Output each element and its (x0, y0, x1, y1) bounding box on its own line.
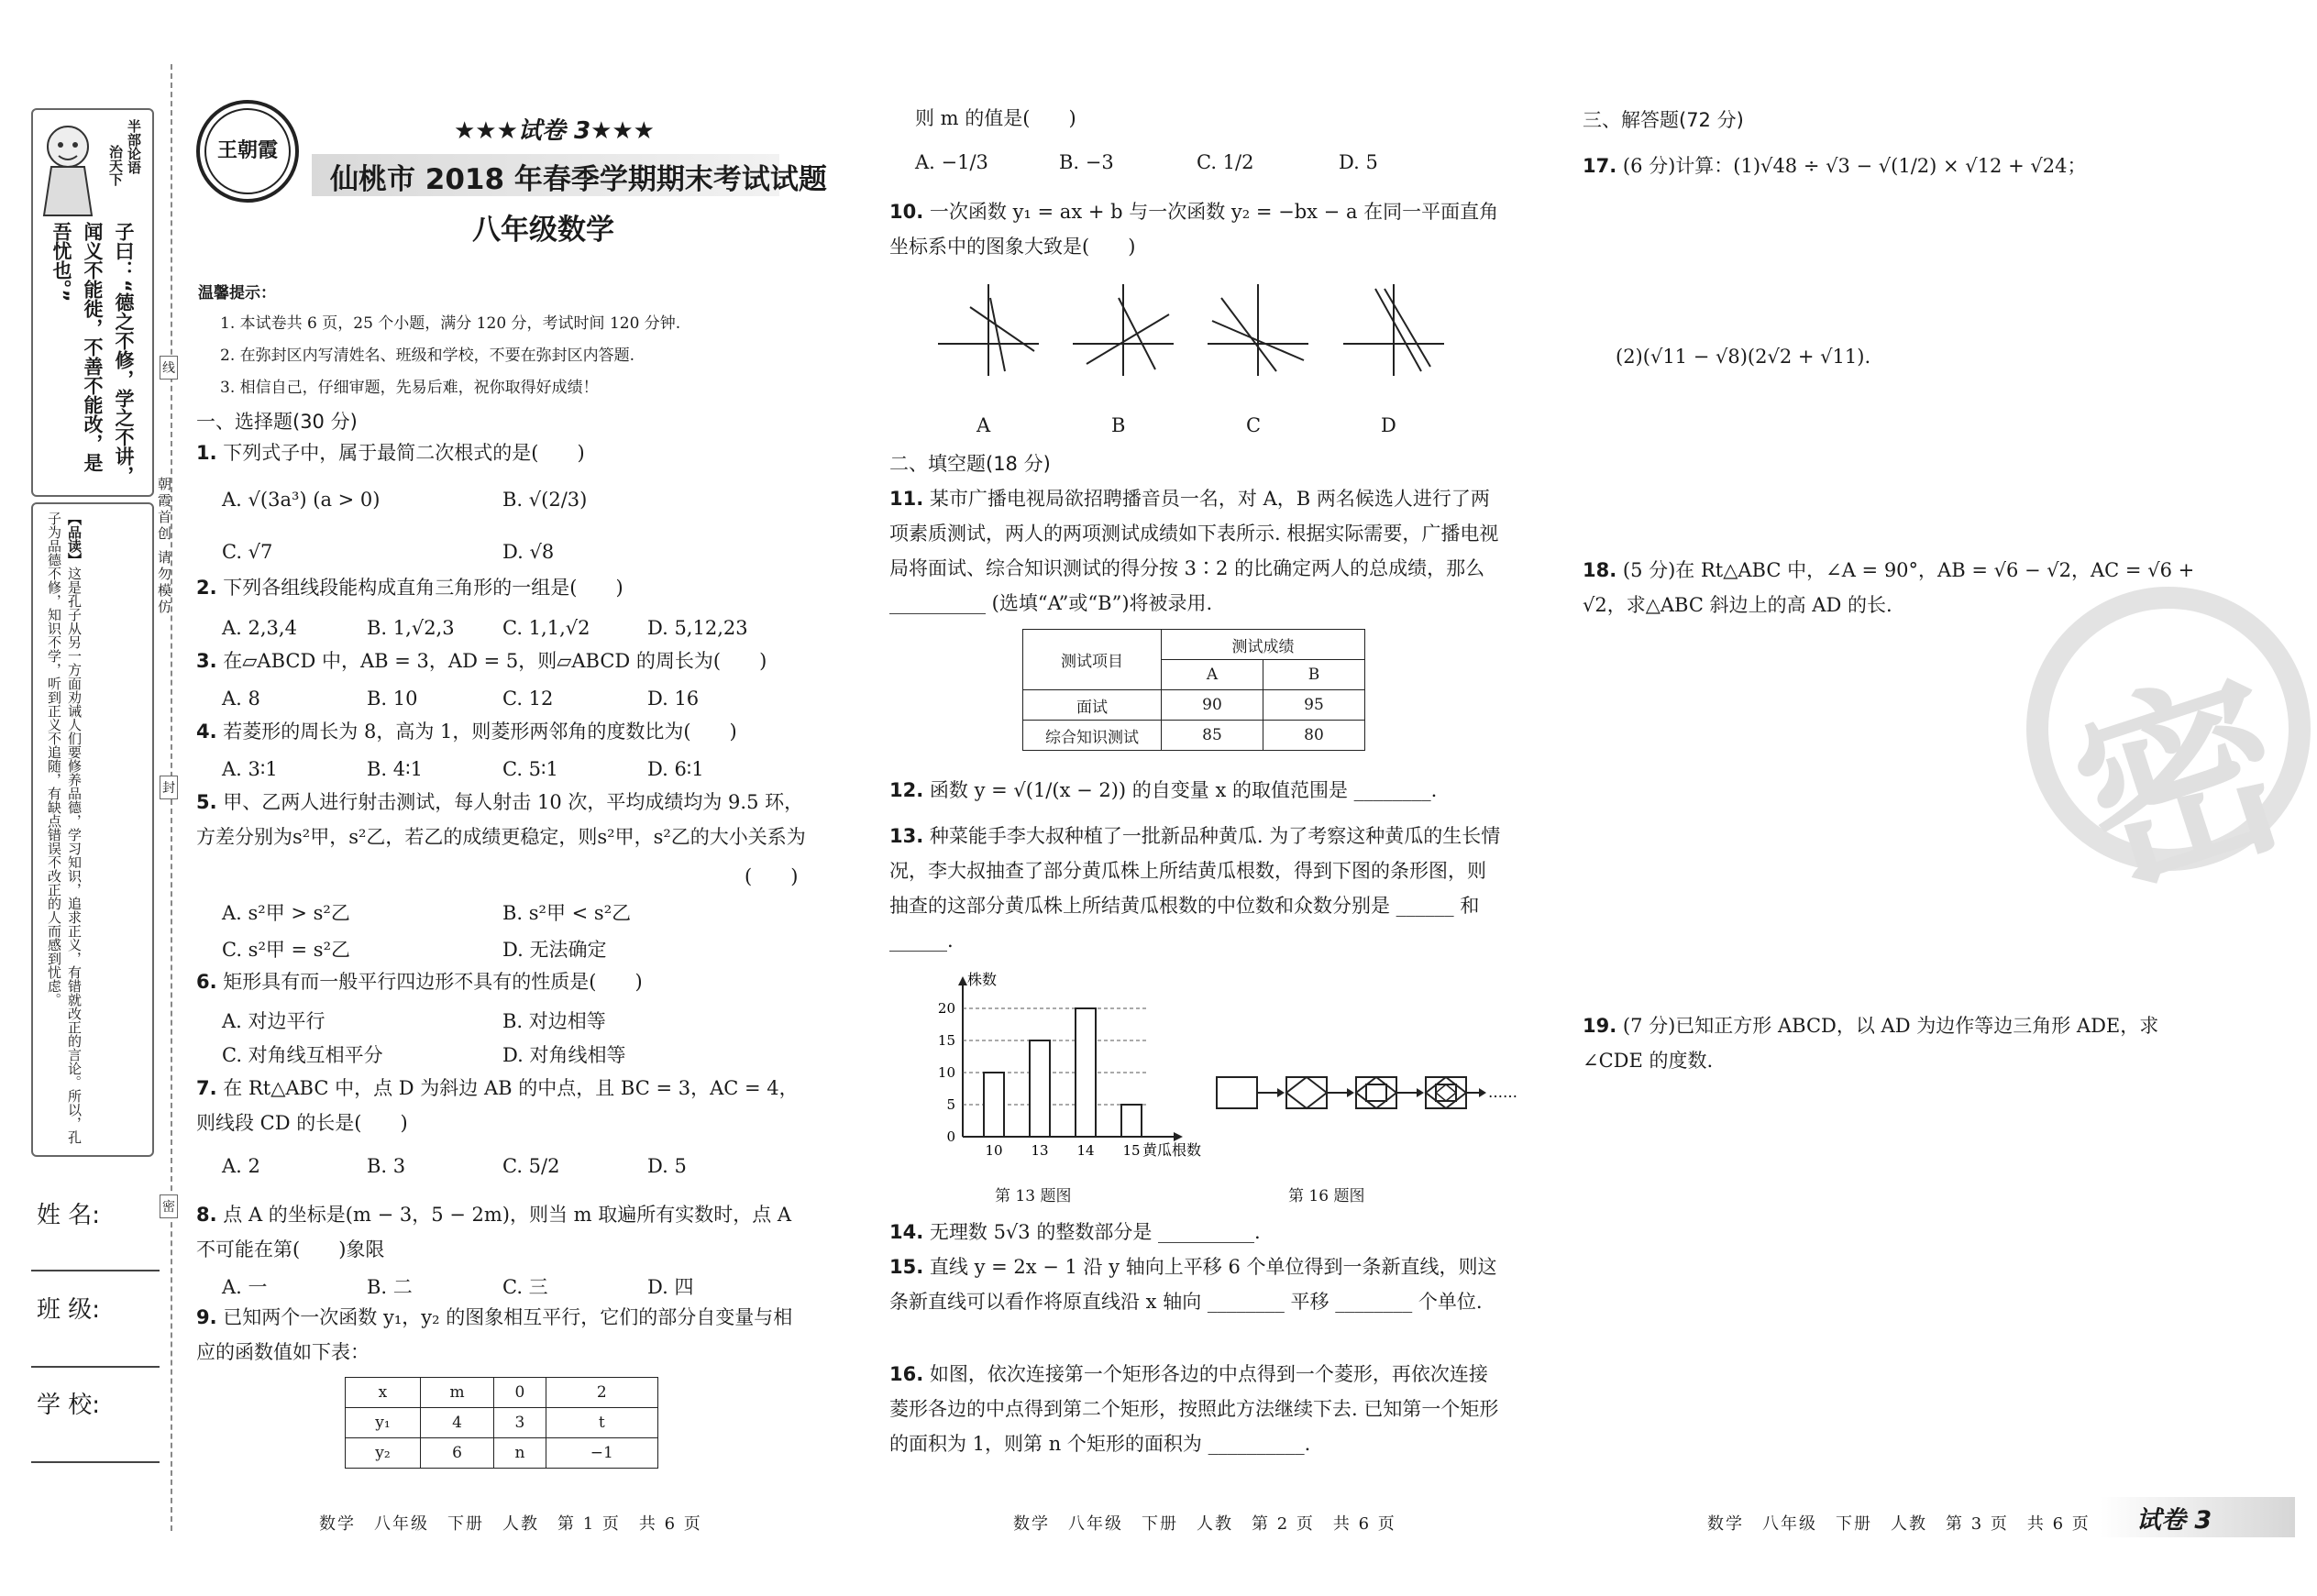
q11-cell: 90 (1162, 690, 1263, 721)
y-tick-label: 0 (946, 1128, 955, 1145)
q7-num: 7. (196, 1077, 217, 1099)
q9-cell: −1 (546, 1438, 658, 1469)
y-axis-label: 株数 (967, 971, 998, 988)
exam-subject: 八年级数学 (472, 214, 614, 247)
q9-cell: x (346, 1378, 421, 1408)
bar (984, 1073, 1004, 1137)
q5-text: 甲、乙两人进行射击测试，每人射击 10 次，平均成绩均为 9.5 环，方差分别为s²甲，s²乙，若乙的成绩更稳定，则s²甲，s²乙的大小关系为 (196, 791, 806, 848)
field-name-line[interactable] (31, 1270, 160, 1271)
q12 (889, 773, 1504, 808)
q8-text: 点 A 的坐标是(m − 3，5 − 2m)，则当 m 取遍所有实数时，点 A 不可能在第( )象限 (196, 1204, 792, 1260)
q11-text: 某市广播电视局欲招聘播音员一名，对 A，B 两名候选人进行了两项素质测试，两人的两项测试成绩如下表所示. 根据实际需要，广播电视局将面试、综合知识测试的得分按 3∶2 的比确定两人的总成绩，那么 __________ (选填“A”或“B”)将被录用. (889, 488, 1499, 614)
q3 (196, 644, 811, 678)
footer-tag: 试卷 3 (2136, 1506, 2212, 1535)
q9-option-b[interactable]: B. −3 (1059, 151, 1114, 173)
q1-option-d[interactable]: D. √8 (502, 541, 555, 563)
q6-option-b[interactable]: B. 对边相等 (502, 1010, 606, 1032)
q9-option-c[interactable]: C. 1/2 (1197, 151, 1254, 173)
sidebar-reading (44, 512, 84, 1144)
q10-text: 一次函数 y₁ = ax + b 与一次函数 y₂ = −bx − a 在同一平面直角坐标系中的图象大致是( ) (889, 201, 1499, 258)
q2 (196, 570, 811, 605)
section1-title: 一、选择题(30 分) (196, 411, 358, 433)
q17-part2: (2)(√11 − √8)(2√2 + √11). (1616, 346, 1871, 368)
q15-text: 直线 y = 2x − 1 沿 y 轴向上平移 6 个单位得到一条新直线，则这条新直线可以看作将原直线沿 x 轴向 ________ 平移 ________ 个单位. (889, 1256, 1497, 1313)
footer-page-3: 数学 八年级 下册 人教 第 3 页 共 6 页 (1707, 1514, 2091, 1534)
q11-cell: 80 (1263, 721, 1365, 751)
q10-num: 10. (889, 201, 924, 223)
q9-cell: 6 (420, 1438, 493, 1469)
q5-option-b[interactable]: B. s²甲 < s²乙 (502, 902, 632, 924)
q12-num: 12. (889, 779, 924, 801)
q9-cell: 2 (546, 1378, 658, 1408)
q11-head-item: 测试项目 (1023, 630, 1162, 690)
q1-option-b[interactable]: B. √(2/3) (502, 489, 588, 511)
q4-option-c[interactable]: C. 5∶1 (502, 758, 558, 780)
q5-option-c[interactable]: C. s²甲 = s²乙 (222, 939, 351, 961)
q17-num: 17. (1583, 155, 1617, 177)
q9-cell: n (494, 1438, 546, 1469)
tip-1: 1. 本试卷共 6 页，25 个小题，满分 120 分，考试时间 120 分钟. (220, 314, 681, 333)
q8-option-d[interactable]: D. 四 (647, 1276, 694, 1298)
q3-option-a[interactable]: A. 8 (222, 688, 260, 710)
y-tick-label: 10 (937, 1064, 955, 1081)
q4-option-d[interactable]: D. 6∶1 (647, 758, 704, 780)
q14 (889, 1215, 1504, 1249)
q7-option-b[interactable]: B. 3 (367, 1155, 406, 1177)
y-tick-label: 5 (946, 1096, 955, 1113)
q11 (889, 481, 1504, 621)
q9 (196, 1300, 811, 1370)
q9-option-a[interactable]: A. −1/3 (915, 151, 988, 173)
q16-figure (1215, 1073, 1517, 1118)
q14-text: 无理数 5√3 的整数部分是 __________. (929, 1221, 1261, 1243)
q5-num: 5. (196, 791, 217, 813)
q7-option-d[interactable]: D. 5 (647, 1155, 687, 1177)
seal-text: 密 (2049, 641, 2315, 927)
q15-num: 15. (889, 1256, 924, 1278)
q3-option-d[interactable]: D. 16 (647, 688, 700, 710)
bar (1121, 1105, 1142, 1137)
sidebar-cartoon-icon (40, 119, 95, 220)
q1-option-a[interactable]: A. √(3a³) (a > 0) (222, 489, 381, 511)
tip-2: 2. 在弥封区内写清姓名、班级和学校，不要在弥封区内答题. (220, 347, 635, 365)
fig13-caption: 第 13 题图 (995, 1187, 1072, 1205)
field-class-line[interactable] (31, 1366, 160, 1368)
q5-option-d[interactable]: D. 无法确定 (502, 939, 607, 961)
sidebar-mini-title-2: 治天下 (107, 145, 124, 186)
q3-option-b[interactable]: B. 10 (367, 688, 418, 710)
q9-cell: y₁ (346, 1408, 421, 1438)
q2-text: 下列各组线段能构成直角三角形的一组是( ) (223, 577, 623, 599)
q16-num: 16. (889, 1363, 924, 1385)
q17-score: (6 分) (1622, 155, 1676, 177)
series-label: ★★★试卷 3★★★ (454, 117, 655, 145)
q10-label-b: B (1111, 414, 1126, 436)
q3-text: 在▱ABCD 中，AB = 3，AD = 5，则▱ABCD 的周长为( ) (223, 650, 767, 672)
q13-bar-chart (926, 972, 1229, 1164)
q16-text: 如图，依次连接第一个矩形各边的中点得到一个菱形，再依次连接菱形各边的中点得到第二个矩形，按照此方法继续下去. 已知第一个矩形的面积为 1，则第 n 个矩形的面积为 __________. (889, 1363, 1499, 1455)
q3-option-c[interactable]: C. 12 (502, 688, 554, 710)
q10-graph-d[interactable] (1339, 280, 1449, 380)
reading-label: 【品读】 (66, 512, 83, 567)
q15 (889, 1249, 1504, 1319)
q5 (196, 785, 811, 854)
q4-text: 若菱形的周长为 8，高为 1，则菱形两邻角的度数比为( ) (223, 721, 737, 743)
margin-word-feng: 封 (160, 776, 178, 799)
q2-num: 2. (196, 577, 217, 599)
margin-word-mi: 密 (160, 1194, 178, 1218)
q4 (196, 714, 811, 749)
q1 (196, 435, 811, 470)
svg-text:……: …… (1488, 1084, 1517, 1101)
q9-tail: 则 m 的值是( ) (915, 107, 1076, 129)
footer-page-2: 数学 八年级 下册 人教 第 2 页 共 6 页 (1013, 1514, 1396, 1534)
q9-text: 已知两个一次函数 y₁，y₂ 的图象相互平行，它们的部分自变量与相应的函数值如下表： (196, 1306, 793, 1363)
q10-graph-a[interactable] (933, 280, 1043, 380)
q1-text: 下列式子中，属于最简二次根式的是( ) (223, 442, 585, 464)
reading-text: 这是孔子从另一方面劝诫人们要修养品德，学习知识，追求正义，有错就改正的言论。所以，孔子为品德不修，知识不学，听到正义不追随，有缺点错误不改正的人而感到忧虑。 (46, 512, 83, 1144)
q1-num: 1. (196, 442, 217, 464)
q10-label-d: D (1381, 414, 1396, 436)
q14-num: 14. (889, 1221, 924, 1243)
q10-graph-c[interactable] (1203, 280, 1313, 380)
tip-3: 3. 相信自己，仔细审题，先易后难，祝你取得好成绩！ (220, 379, 599, 397)
q11-table (1022, 629, 1365, 751)
bar (1076, 1008, 1096, 1137)
q16 (889, 1357, 1504, 1461)
tips-heading: 温馨提示： (198, 284, 276, 303)
q1-option-c[interactable]: C. √7 (222, 541, 273, 563)
y-tick-label: 20 (937, 1000, 955, 1017)
q11-num: 11. (889, 488, 924, 510)
q11-head-score: 测试成绩 (1162, 630, 1365, 660)
seal-watermark (2026, 587, 2315, 927)
q8-num: 8. (196, 1204, 217, 1226)
bar (1030, 1040, 1050, 1137)
q7-text: 在 Rt△ABC 中，点 D 为斜边 AB 的中点，且 BC = 3，AC = 4，则线段 CD 的长是( ) (196, 1077, 799, 1134)
q11-col-b: B (1263, 660, 1365, 690)
x-axis-label: 黄瓜根数 (1142, 1141, 1202, 1159)
q5-option-a[interactable]: A. s²甲 > s²乙 (222, 902, 350, 924)
q4-option-b[interactable]: B. 4∶1 (367, 758, 423, 780)
q9-cell: 4 (420, 1408, 493, 1438)
q6-num: 6. (196, 971, 217, 993)
q11-cell: 综合知识测试 (1023, 721, 1162, 751)
q6-text: 矩形具有而一般平行四边形不具有的性质是( ) (223, 971, 643, 993)
logo-text: 王朝霞 (216, 138, 278, 162)
q5-bracket: ( ) (745, 865, 799, 887)
q12-text: 函数 y = √(1/(x − 2)) 的自变量 x 的取值范围是 ________. (929, 779, 1438, 801)
q17-part1: 计算：(1)√48 ÷ √3 − √(1/2) × √12 + √24； (1675, 155, 2087, 177)
sidebar-mini-title-1: 半部论语 (126, 119, 142, 174)
q10 (889, 194, 1504, 264)
q13-text: 种菜能手李大叔种植了一批新品种黄瓜. 为了考察这种黄瓜的生长情况，李大叔抽查了部分黄瓜株上所结黄瓜根数，得到下图的条形图，则抽查的这部分黄瓜株上所结黄瓜根数的中位数和众数分别是 ______ 和 ______. (889, 825, 1501, 952)
q13 (889, 819, 1504, 958)
q19-text: (7 分)已知正方形 ABCD，以 AD 为边作等边三角形 ADE，求∠CDE 的度数. (1583, 1015, 2159, 1072)
q6-option-d[interactable]: D. 对角线相等 (502, 1044, 626, 1066)
q9-num: 9. (196, 1306, 217, 1328)
field-school-line[interactable] (31, 1461, 160, 1463)
sidebar-reading-box (31, 502, 154, 1157)
q8-option-a[interactable]: A. 一 (222, 1276, 268, 1298)
q10-graph-b[interactable] (1068, 280, 1178, 380)
field-name-label: 姓 名: (37, 1202, 101, 1229)
q19 (1583, 1008, 2215, 1078)
q2-option-c[interactable]: C. 1,1,√2 (502, 617, 590, 639)
q13-num: 13. (889, 825, 924, 847)
q9-table (345, 1377, 658, 1469)
q6-option-c[interactable]: C. 对角线互相平分 (222, 1044, 383, 1066)
q9-option-d[interactable]: D. 5 (1339, 151, 1378, 173)
fig16-caption: 第 16 题图 (1288, 1187, 1365, 1205)
q9-cell: m (420, 1378, 493, 1408)
q18-num: 18. (1583, 559, 1617, 581)
sidebar-quote-box (31, 108, 154, 497)
q7 (196, 1071, 811, 1140)
brand-note: 朝霞首创 请勿模仿 (156, 477, 172, 616)
footer-page-1: 数学 八年级 下册 人教 第 1 页 共 6 页 (319, 1514, 702, 1534)
section2-title: 二、填空题(18 分) (889, 453, 1051, 475)
q11-cell: 面试 (1023, 690, 1162, 721)
field-class-label: 班 级: (37, 1296, 101, 1324)
q2-option-a[interactable]: A. 2,3,4 (222, 617, 297, 639)
q9-cell: t (546, 1408, 658, 1438)
q9-cell: 0 (494, 1378, 546, 1408)
exam-title: 仙桃市 2018 年春季学期期末考试试题 (330, 163, 827, 196)
q6-option-a[interactable]: A. 对边平行 (222, 1010, 325, 1032)
margin-word-xian: 线 (160, 356, 178, 380)
q8 (196, 1197, 811, 1267)
x-tick-label: 14 (1076, 1142, 1095, 1159)
q2-option-d[interactable]: D. 5,12,23 (647, 617, 748, 639)
q18-text: (5 分)在 Rt△ABC 中，∠A = 90°，AB = √6 − √2，AC = √6 + √2，求△ABC 斜边上的高 AD 的长. (1583, 559, 2195, 616)
q19-num: 19. (1583, 1015, 1617, 1037)
q8-option-c[interactable]: C. 三 (502, 1276, 548, 1298)
q7-option-c[interactable]: C. 5/2 (502, 1155, 560, 1177)
q11-col-a: A (1162, 660, 1263, 690)
q6 (196, 964, 811, 999)
q10-label-c: C (1246, 414, 1262, 436)
q9-cell: 3 (494, 1408, 546, 1438)
q4-option-a[interactable]: A. 3∶1 (222, 758, 278, 780)
x-tick-label: 15 (1122, 1142, 1141, 1159)
x-tick-label: 13 (1031, 1142, 1049, 1159)
q10-label-a: A (976, 414, 991, 436)
sidebar-quote: 子曰：“德之不修，学之不讲，闻义不能徙，不善不能改，是吾忧也。” (50, 222, 135, 485)
y-tick-label: 15 (937, 1032, 955, 1049)
q4-num: 4. (196, 721, 217, 743)
section3-title: 三、解答题(72 分) (1583, 109, 1744, 131)
x-axis-arrow (1174, 1132, 1183, 1141)
field-school-label: 学 校: (37, 1392, 101, 1419)
q11-cell: 85 (1162, 721, 1263, 751)
logo (193, 96, 303, 206)
x-tick-label: 10 (985, 1142, 1003, 1159)
y-axis-arrow (958, 976, 967, 985)
q8-option-b[interactable]: B. 二 (367, 1276, 413, 1298)
q7-option-a[interactable]: A. 2 (222, 1155, 260, 1177)
q2-option-b[interactable]: B. 1,√2,3 (367, 617, 455, 639)
q11-cell: 95 (1263, 690, 1365, 721)
q9-cell: y₂ (346, 1438, 421, 1469)
q3-num: 3. (196, 650, 217, 672)
q17 (1583, 149, 2215, 183)
